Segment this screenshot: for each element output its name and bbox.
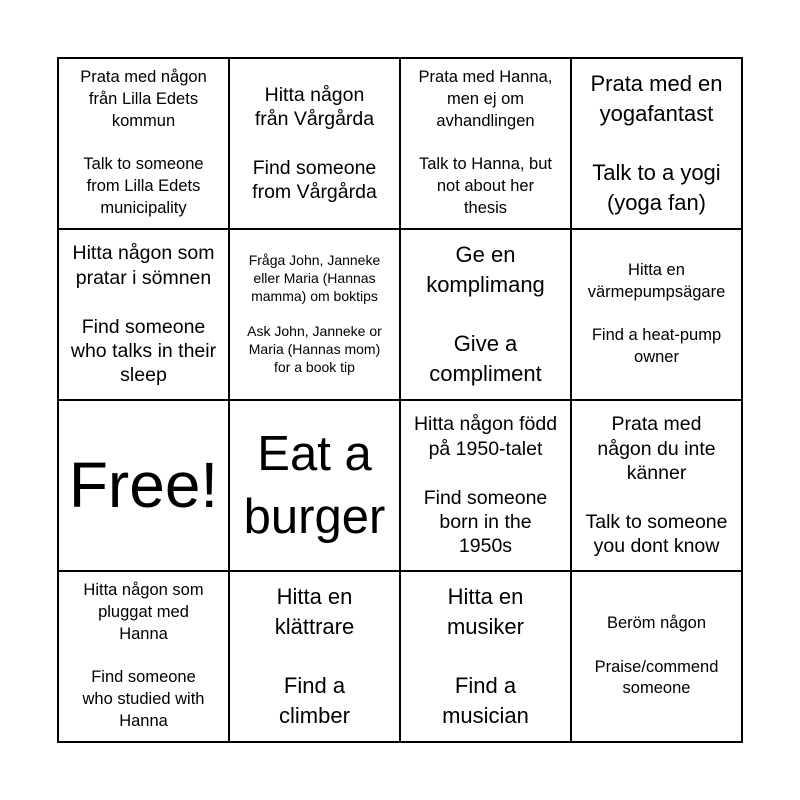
cell-text: Hitta en musiker Find a musician [442, 583, 529, 729]
cell-text: Hitta någon som pluggat med Hanna Find someone who studied with Hanna [82, 581, 205, 730]
bingo-cell[interactable] [229, 571, 400, 742]
bingo-cell[interactable] [400, 58, 571, 229]
cell-text: Hitta någon från Vårgårda Find someone from Vårgårda [252, 83, 377, 204]
cell-text: Hitta en värmepumpsägare Find a heat-pump owner [587, 261, 726, 367]
cell-text: Prata med en yogafantast Talk to a yogi (yoga fan) [590, 70, 723, 216]
cell-text: Beröm någon Praise/commend someone [594, 613, 719, 698]
cell-text: Hitta någon född på 1950-talet Find someone born in the 1950s [413, 413, 558, 558]
cell-text: Free! [68, 449, 219, 522]
bingo-cell[interactable] [229, 229, 400, 400]
cell-text: Fråga John, Janneke eller Maria (Hannas mamma) om boktips Ask John, Janneke or Maria (Hannas mom) for a book tip [247, 251, 382, 376]
cell-text: Prata med Hanna, men ej om avhandlingen Talk to Hanna, but not about her thesis [418, 68, 553, 217]
bingo-cell[interactable] [400, 571, 571, 742]
bingo-cell[interactable] [571, 400, 742, 571]
cell-text: Prata med någon från Lilla Edets kommun Talk to someone from Lilla Edets municipality [80, 68, 207, 217]
bingo-cell[interactable] [400, 400, 571, 571]
bingo-cell[interactable] [571, 229, 742, 400]
cell-text: Prata med någon du inte känner Talk to someone you dont know [585, 413, 728, 558]
cell-text: Ge en komplimang Give a compliment [426, 241, 545, 387]
bingo-cell[interactable] [571, 58, 742, 229]
bingo-cell[interactable] [58, 58, 229, 229]
cell-text: Hitta någon som pratar i sömnen Find someone who talks in their sleep [70, 242, 217, 387]
bingo-cell[interactable] [229, 58, 400, 229]
bingo-cell[interactable] [571, 571, 742, 742]
bingo-cell[interactable] [400, 229, 571, 400]
bingo-card [57, 57, 743, 743]
cell-text: Hitta en klättrare Find a climber [274, 583, 355, 729]
bingo-cell[interactable] [58, 571, 229, 742]
free-cell[interactable] [58, 400, 229, 571]
cell-text: Eat a burger [243, 426, 386, 544]
bingo-cell[interactable] [229, 400, 400, 571]
bingo-cell[interactable] [58, 229, 229, 400]
